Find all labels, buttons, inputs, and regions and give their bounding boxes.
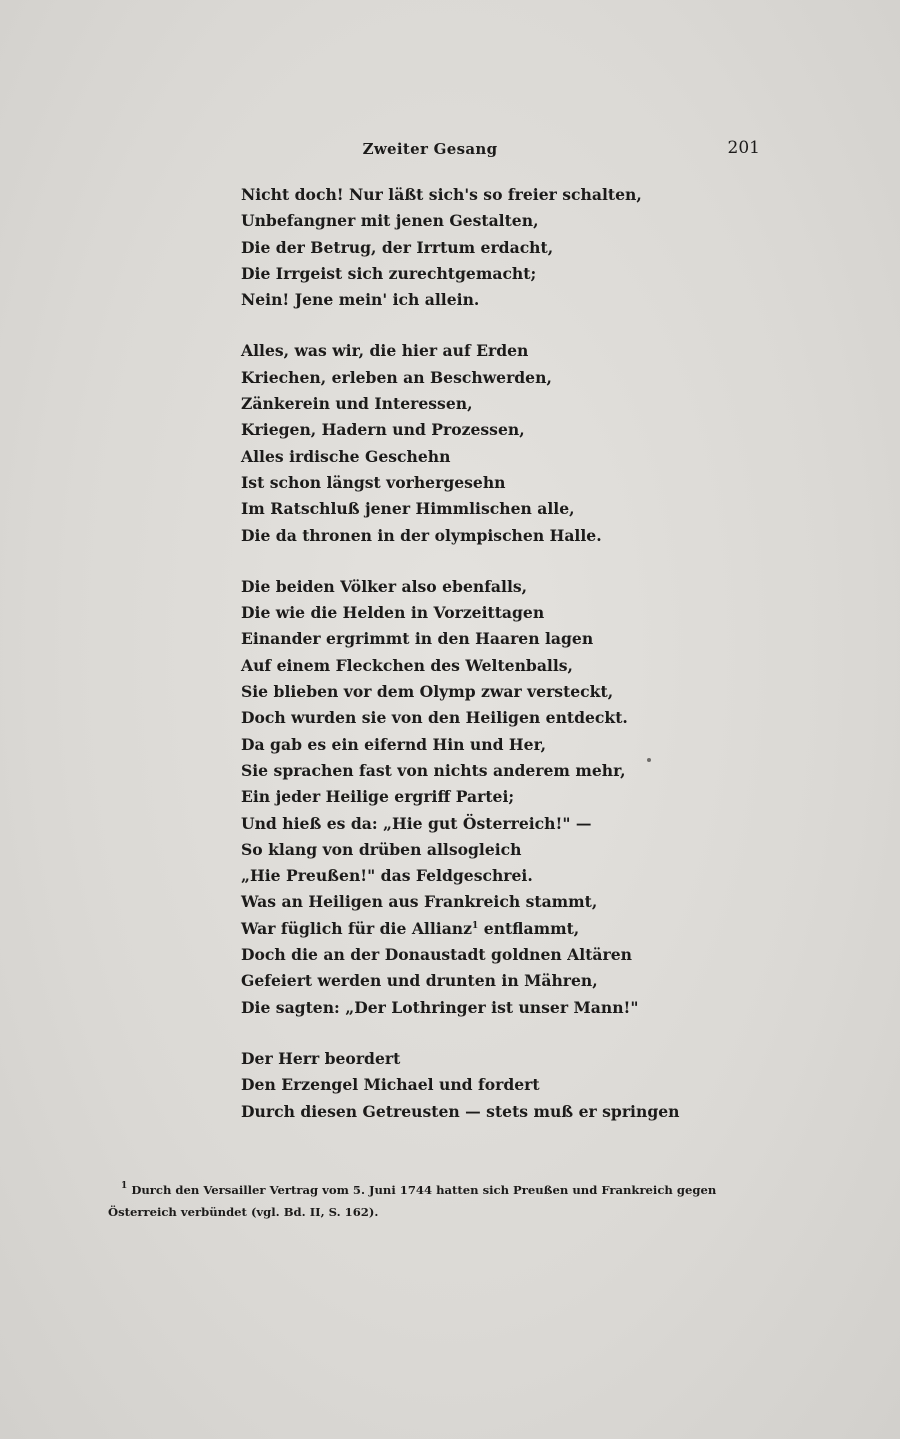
verse-text: War füglich für die Allianz [241, 918, 472, 938]
verse-line: Kriechen, erleben an Beschwerden, [241, 367, 552, 387]
verse-line: Die Irrgeist sich zurechtgemacht; [241, 263, 537, 283]
stanza-3 [241, 574, 681, 1021]
verse-line: „Hie Preußen!" das Feldgeschrei. [241, 866, 533, 886]
verse-line: Ist schon längst vorhergesehn [241, 472, 506, 492]
verse-line: Doch die an der Donaustadt goldnen Altären [241, 945, 632, 965]
verse-line: Einander ergrimmt in den Haaren lagen [241, 629, 594, 649]
verse-line: Auf einem Fleckchen des Weltenballs, [241, 655, 573, 675]
verse-line: Die beiden Völker also ebenfalls, [241, 576, 528, 596]
verse-line: Die da thronen in der olympischen Halle. [241, 525, 602, 545]
verse-line: Ein jeder Heilige ergriff Partei; [241, 787, 515, 807]
verse-line: Kriegen, Hadern und Prozessen, [241, 420, 525, 440]
verse-line: So klang von drüben allsogleich [241, 839, 522, 859]
stanza-2 [241, 338, 681, 548]
verse-line: Alles, was wir, die hier auf Erden [241, 341, 529, 361]
verse-line: Im Ratschluß jener Himmlischen alle, [241, 499, 575, 519]
verse-line: Doch wurden sie von den Heiligen entdeckt. [241, 708, 628, 728]
verse-line: Alles irdische Geschehn [241, 446, 451, 466]
footnote-marker: 1 [121, 1181, 128, 1191]
verse-line: Die wie die Helden in Vorzeittagen [241, 603, 545, 623]
footnote-reference[interactable]: 1 [472, 920, 479, 931]
stanza-4 [241, 1046, 681, 1125]
verse-text: entflammt, [478, 918, 580, 938]
verse-line: Die sagten: „Der Lothringer ist unser Mann!" [241, 997, 639, 1017]
verse-line: Nein! Jene mein' ich allein. [241, 290, 480, 310]
verse-line: Zänkerein und Interessen, [241, 394, 473, 414]
verse-line-with-footnote [241, 916, 681, 942]
verse-line: Unbefangner mit jenen Gestalten, [241, 211, 539, 231]
running-title: Zweiter Gesang [362, 140, 498, 158]
verse-line: Und hieß es da: „Hie gut Österreich!" — [241, 813, 592, 833]
verse-line: Da gab es ein eifernd Hin und Her, [241, 734, 547, 754]
verse-line: Der Herr beordert [241, 1048, 401, 1068]
page-number: 201 [727, 138, 760, 158]
footnote-text: Durch den Versailler Vertrag vom 5. Juni 1744 hatten sich Preußen und Frankreich gegen Österreich verbündet (vgl. Bd. II, S. 162). [108, 1183, 717, 1219]
poem-text [241, 182, 681, 1150]
verse-line: Durch diesen Getreusten — stets muß er springen [241, 1101, 680, 1121]
verse-line: Den Erzengel Michael und fordert [241, 1075, 540, 1095]
ink-speck [647, 758, 651, 762]
verse-line: Die der Betrug, der Irrtum erdacht, [241, 237, 554, 257]
verse-line: Gefeiert werden und drunten in Mähren, [241, 971, 598, 991]
verse-line: Sie blieben vor dem Olymp zwar versteckt, [241, 682, 614, 702]
footnote [108, 1179, 760, 1223]
verse-line: Sie sprachen fast von nichts anderem mehr, [241, 760, 626, 780]
stanza-1 [241, 182, 681, 313]
verse-line: Nicht doch! Nur läßt sich's so freier schalten, [241, 185, 642, 204]
verse-line: Was an Heiligen aus Frankreich stammt, [241, 892, 598, 912]
